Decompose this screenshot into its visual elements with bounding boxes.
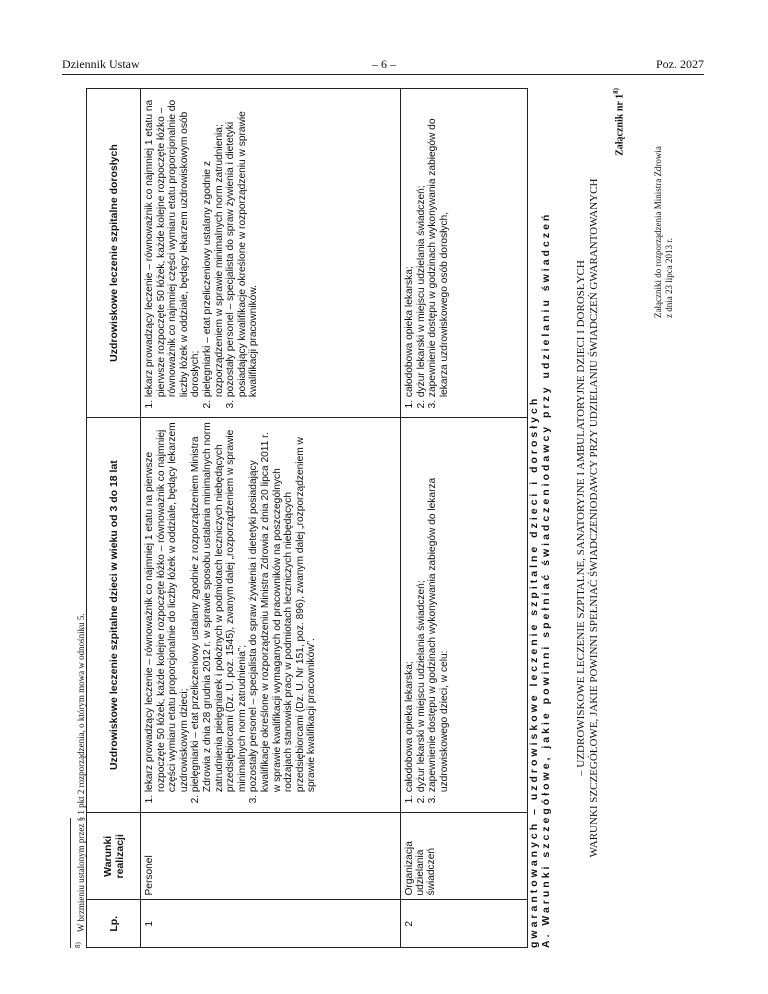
list-item: 2. dyżur lekarski w miejscu udzielania świadczeń; — [416, 93, 428, 397]
section-a-line2: gwarantowanych – uzdrowiskowe leczenie szpitalne dzieci i dorosłych — [528, 395, 540, 948]
row-warunek: Personel — [141, 813, 401, 900]
annex-note — [653, 88, 675, 318]
row-lp: 1 — [141, 900, 401, 948]
header-lp: Lp. — [87, 900, 141, 948]
footnote-text: W brzmieniu ustalonym przez § 1 pkt 2 rozporządzenia, o którym mowa w odnośniku 5. — [76, 613, 86, 933]
annex-note-line1: Załączniki do rozporządzenia Ministra Zdrowia — [653, 146, 663, 318]
rotated-content — [74, 88, 698, 948]
table-row — [401, 89, 528, 948]
title-line1: WARUNKI SZCZEGÓŁOWE, JAKIE POWINNI SPEŁNIAĆ ŚWIADCZENIODAWCY PRZY UDZIELANIU ŚWIADCZEŃ GWARANTOWANYCH — [588, 178, 600, 858]
list-item: 2. dyżur lekarski w miejscu udzielania świadczeń; — [416, 422, 428, 792]
page-number: – 6 – — [372, 57, 396, 71]
annex-note-line2: z dnia 23 lipca 2013 r. — [664, 238, 674, 318]
header-children: Uzdrowiskowe leczenie szpitalne dzieci w wieku od 3 do 18 lat — [87, 418, 141, 813]
table-header-row — [87, 89, 141, 948]
list-item: 1. lekarz prowadzący leczenie – równoważnik co najmniej 1 etatu na pierwsze rozpoczęte 50 łóżek, każde kolejne rozpoczęte łóżko – równoważnik co najmniej części wymiaru etatu proporcjonalnie do liczby łóżek w oddziale, będący lekarzem uzdrowiskowym dzieci; — [144, 422, 190, 792]
list-item: 1. całodobowa opieka lekarska; — [404, 422, 416, 792]
children-cell — [401, 418, 528, 813]
list-item: 3. zapewnienie dostępu w godzinach wykonywania zabiegów do lekarza uzdrowiskowego dzieci, w celu: — [427, 422, 450, 792]
journal-name: Dziennik Ustaw — [62, 57, 140, 71]
header-warunki: Warunki realizacji — [87, 813, 141, 900]
conditions-table — [86, 88, 528, 948]
list-item: 1. całodobowa opieka lekarska; — [404, 93, 416, 397]
list-item: 3. zapewnienie dostępu w godzinach wykonywania zabiegów do lekarza uzdrowiskowego osób dorosłych, — [427, 93, 450, 397]
footnote-rule — [70, 818, 71, 948]
section-a-line1: A. Warunki szczegółowe, jakie powinni spełniać świadczeniodawcy przy udzielaniu świadczeń — [540, 211, 552, 948]
list-item: 3. pozostały personel – specjalista do spraw żywienia i dietetyki posiadający kwalifikacje określone w rozporządzeniu Ministra Zdrowia z dnia 20 lipca 2011 r. w sprawie kwalifikacji wymaganych od pracowników na poszczególnych rodzajach stanowisk pracy w podmiotach leczniczych niebędących przedsiębiorcami (Dz. U. Nr 151, poz. 896), zwanym dalej „rozporządzeniem w sprawie kwalifikacji pracowników”. — [248, 422, 318, 792]
header-rule — [62, 74, 704, 75]
footnote-marker: 8) — [74, 942, 82, 948]
list-item: 2. pielęgniarki – etat przeliczeniowy ustalany zgodnie z rozporządzeniem Ministra Zdrowia z dnia 28 grudnia 2012 r. w sprawie sposobu ustalania minimalnych norm zatrudnienia pielęgniarek i położnych w podmiotach leczniczych niebędących przedsiębiorcami (Dz. U. poz. 1545), zwanym dalej „rozporządzeniem w sprawie minimalnych norm zatrudnienia”; — [190, 422, 248, 792]
header-adults: Uzdrowiskowe leczenie szpitalne dorosłych — [87, 89, 141, 418]
row-lp: 2 — [401, 900, 528, 948]
table-row — [141, 89, 401, 948]
adults-cell — [141, 89, 401, 418]
children-cell — [141, 418, 401, 813]
list-item: 1. lekarz prowadzący leczenie – równoważnik co najmniej 1 etatu na pierwsze rozpoczęte 50 łóżek, każde kolejne rozpoczęte łóżko – równoważnik co najmniej części wymiaru etatu proporcjonalnie do liczby łóżek w oddziale, będący lekarzem uzdrowiskowym osób dorosłych; — [144, 93, 202, 397]
list-item: 2. pielęgniarki – etat przeliczeniowy ustalany zgodnie z rozporządzeniem w sprawie minimalnych norm zatrudnienia; — [202, 93, 225, 397]
annex-number-text: Załącznik nr 1 — [614, 93, 626, 156]
adults-cell — [401, 89, 528, 418]
list-item: 3. pozostały personel – specjalista do spraw żywienia i dietetyki posiadający kwalifikacje określone w rozporządzeniu w sprawie kwalifikacji pracowników. — [225, 93, 260, 397]
title-line2: – UZDROWISKOWE LECZENIE SZPITALNE, SANATORYJNE I AMBULATORYJNE DZIECI I DOROSŁYCH — [575, 260, 587, 776]
annex-number — [611, 88, 625, 318]
position-number: Poz. 2027 — [656, 57, 704, 71]
row-warunek: Organizacja udzielania świadczeń — [401, 813, 528, 900]
annex-number-sup: 8) — [612, 88, 620, 94]
